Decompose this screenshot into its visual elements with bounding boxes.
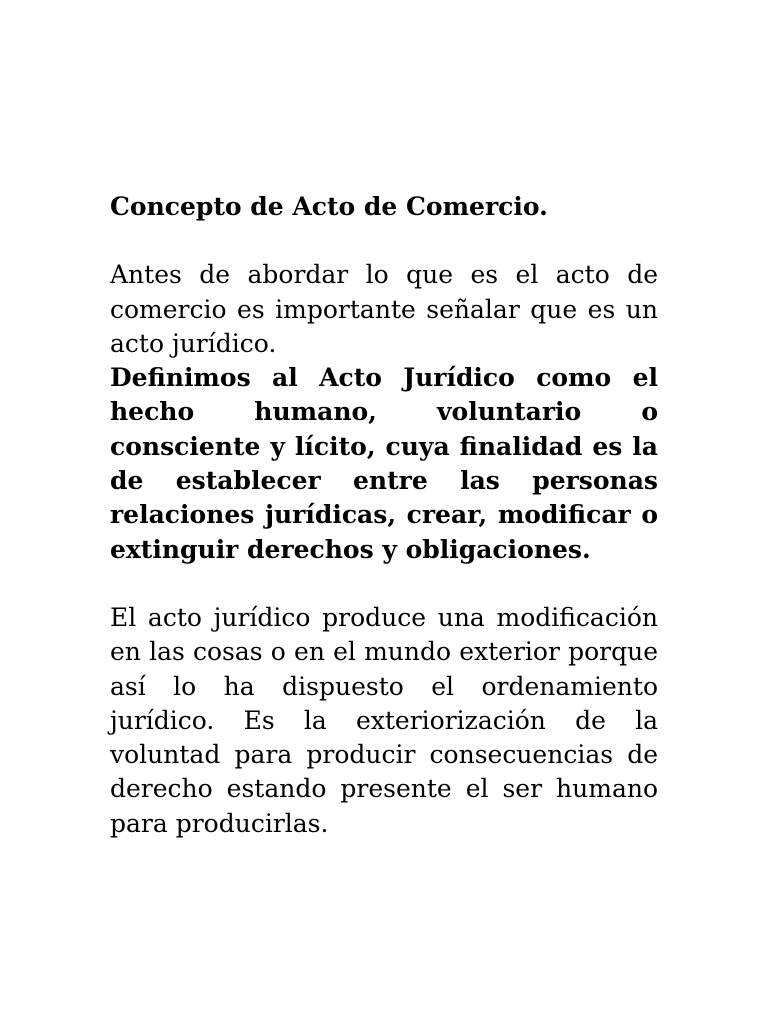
intro-paragraph: Antes de abordar lo que es el acto de comercio es importante señalar que es un acto jurídico. <box>110 260 658 358</box>
explanation-paragraph: El acto jurídico produce una modificación en las cosas o en el mundo exterior porque así lo ha dispuesto el ordenamiento jurídico. Es la exteriorización de la voluntad para producir consecuencias de derecho estando presente el ser humano para producirlas. <box>110 602 658 838</box>
document-title: Concepto de Acto de Comercio. <box>110 192 548 221</box>
document-body <box>110 190 658 841</box>
definition-paragraph: Definimos al Acto Jurídico como el hecho humano, voluntario o consciente y lícito, cuya finalidad es la de establecer entre las personas relaciones jurídicas, crear, modificar o extinguir derechos y obligaciones. <box>110 363 658 564</box>
